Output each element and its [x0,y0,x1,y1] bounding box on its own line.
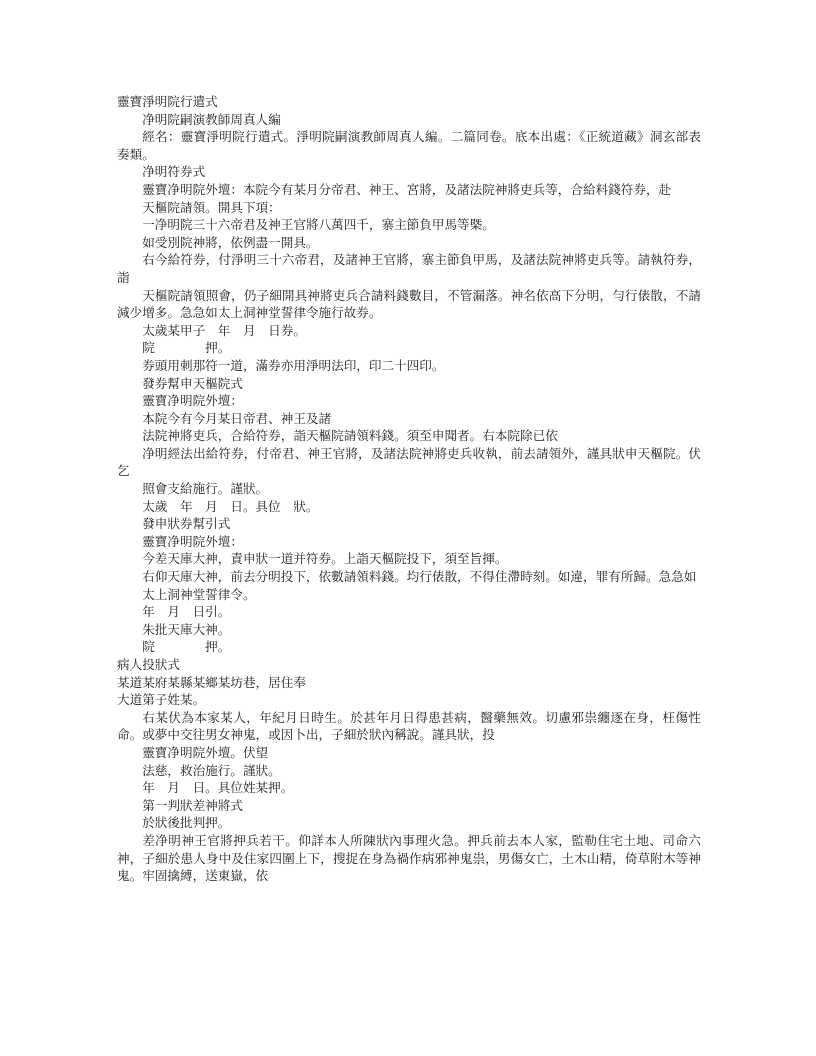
text-line: 某道某府某縣某鄉某坊巷，居住奉 [117,674,306,690]
text-line: 净明院嗣演教師周真人編 [142,111,281,127]
text-line: 右今給符券，付淨明三十六帝君，及諸神王官將，寨主節負甲馬，及諸法院神將吏兵等。請執符券，詣 [117,252,701,285]
text-line: 病人投狀式 [117,657,180,672]
text-line: 今差天庫大神，責申狀一道并符券。上詣天樞院投下，須至旨揮。 [142,551,508,567]
text-line: 靈寶净明院外壇： [142,393,243,409]
text-line: 太上洞神堂誓律令。 [142,586,256,602]
text-line: 差净明神王官將押兵若干。仰詳本人所陳狀內事理火急。押兵前去本人家，監勒住宅土地、司命六神，子細於患人身中及住家四圍上下，搜捉在身為禍作病邪神鬼祟，男傷女亡，土木山精，倚草附木等神鬼。牢固擒縛，送東嶽，依 [117,832,701,884]
text-line: 於狀後批判押。 [142,815,231,831]
document-text-body [117,93,701,885]
text-line: 經名：靈寶淨明院行遣式。淨明院嗣演教師周真人編。二篇同卷。底本出處：《正統道藏》洞玄部表奏類。 [117,129,701,162]
text-line: 院 押。 [142,639,231,655]
text-line: 一净明院三十六帝君及神王官將八萬四千，寨主節負甲馬等槩。 [142,217,495,233]
text-line: 發申狀券幫引式 [142,516,231,532]
text-line: 大道第子姓某。 [117,692,206,708]
text-line: 如受別院神將，依例盡一開具。 [142,234,319,250]
text-line: 右仰天庫大神，前去分明投下，依數請領料錢。均行俵散，不得住滯時刻。如違，罪有所歸。急急如 [142,569,697,585]
text-line: 朱批天庫大神。 [142,621,231,637]
text-line: 年 月 日引。 [142,604,231,620]
text-line: 券頭用刺那符一道，滿券亦用淨明法印，印二十四印。 [142,357,445,373]
text-line: 靈寶净明院外壇。伏望 [142,744,269,760]
text-line: 靈寶净明院外壇： [142,533,243,549]
text-line: 法慈，救治施行。謹狀。 [142,762,281,778]
text-line: 發券幫申天樞院式 [142,375,243,391]
text-line: 靈寶净明院外壇：本院今有某月分帝君、神王、宮將，及諸法院神將吏兵等，合給料錢符券，赴 [142,181,672,197]
text-line: 天樞院請領照會，仍子細開具神將吏兵合請料錢數目，不管漏落。神名依高下分明，勻行俵散，不請減少增多。急急如太上洞神堂誓律令施行故券。 [117,287,701,321]
text-line: 法院神將吏兵，合給符券，詣天樞院請領料錢。須至申聞者。右本院除已依 [142,428,558,444]
text-line: 天樞院請領。開具下項： [142,199,281,215]
text-line: 院 押。 [142,340,231,356]
text-line: 照會支給施行。謹狀。 [142,481,269,497]
text-line: 净明符券式 [142,164,206,180]
text-line: 第一判狀差神將式 [142,797,243,813]
text-line: 太歲 年 月 日。具位 狀。 [142,498,319,514]
text-line: 本院今有今月某日帝君、神王及諸 [142,410,332,426]
text-line: 靈寶淨明院行遣式 [117,94,218,109]
text-line: 右某伏為本家某人，年紀月日時生。於甚年月日得患甚病，醫藥無效。切慮邪祟纏逐在身，枉傷性命。或夢中交往男女神鬼，或因卜出，子細於狀內稱說。謹具狀，投 [117,709,701,743]
text-line: 年 月 日。具位姓某押。 [142,780,294,796]
text-line: 太歲某甲子 年 月 日券。 [142,322,306,338]
text-line: 净明經法出給符券，付帝君、神王官將，及諸法院神將吏兵收執，前去請領外，謹具狀申天樞院。伏乞 [117,445,701,479]
